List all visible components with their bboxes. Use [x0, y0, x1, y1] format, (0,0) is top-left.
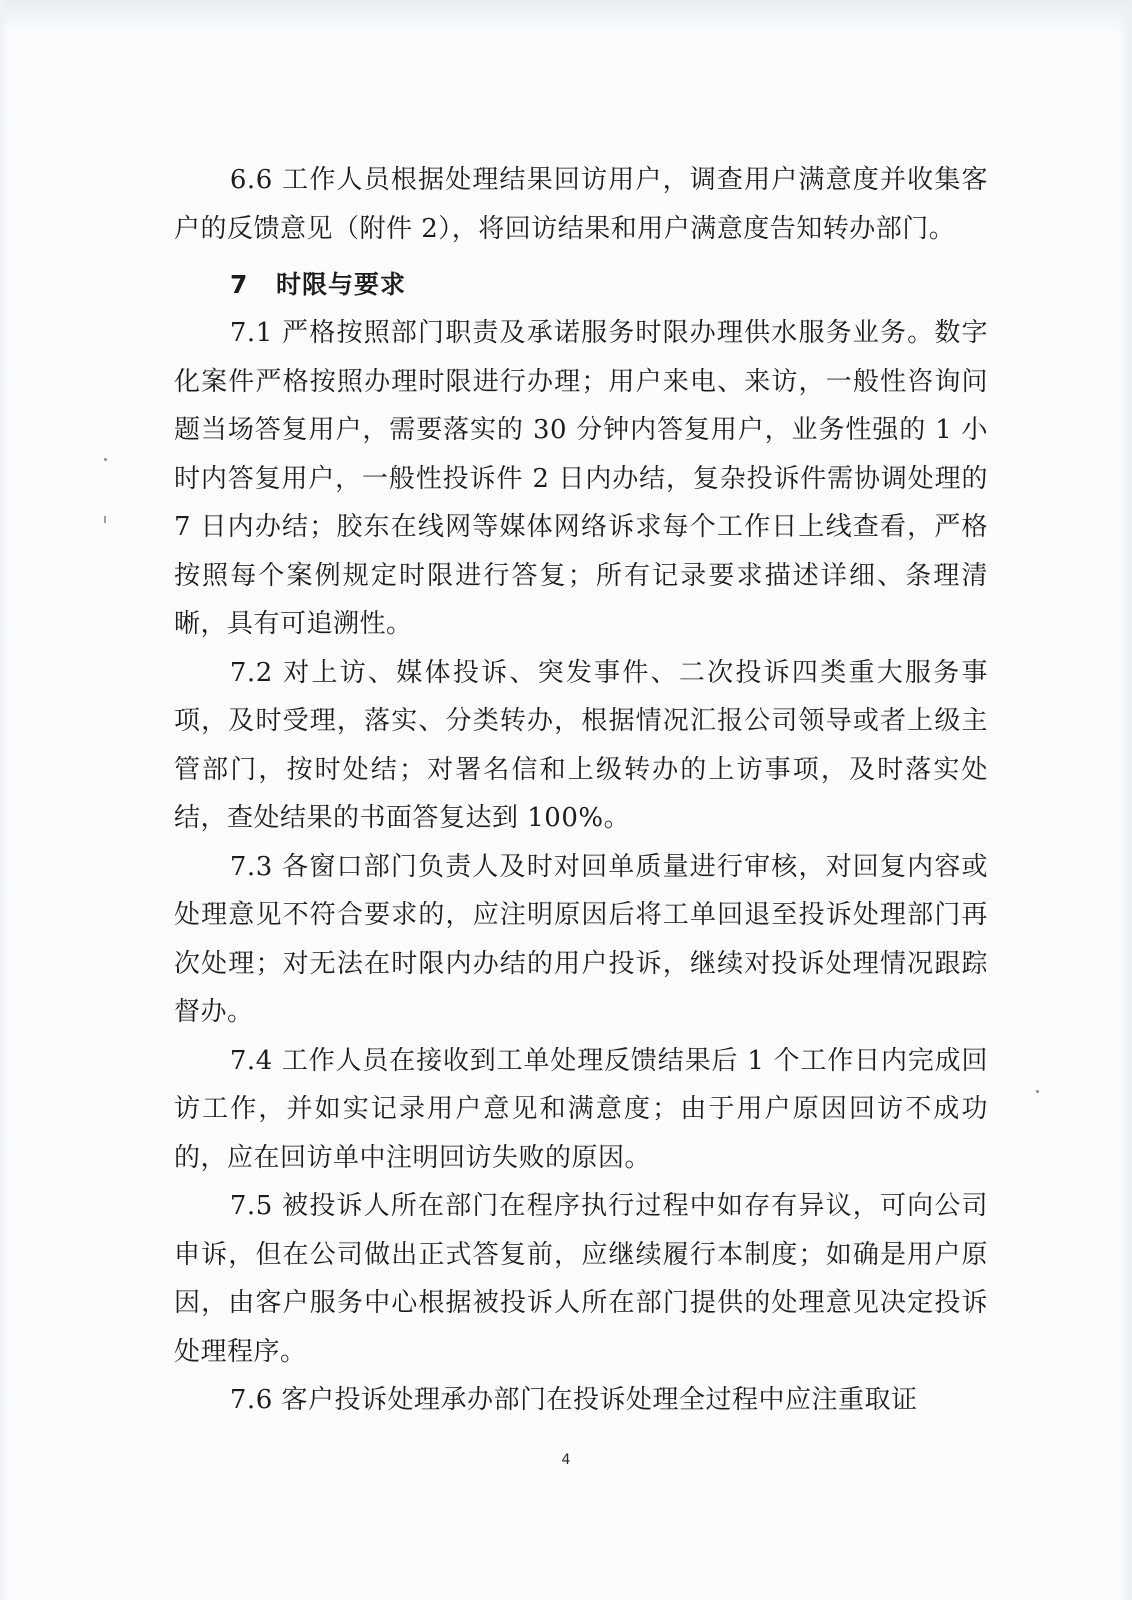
paragraph-7-2: 7.2 对上访、媒体投诉、突发事件、二次投诉四类重大服务事项，及时受理，落实、分类转办，根据情况汇报公司领导或者上级主管部门，按时处结；对署名信和上级转办的上访事项，及时落实处结，查处结果的书面答复达到 100%。	[174, 657, 988, 833]
scan-shadow-top	[0, 0, 1132, 36]
scan-speck	[1036, 1090, 1039, 1093]
section-heading	[174, 261, 988, 309]
section-heading-number: 7	[230, 270, 249, 299]
paragraph-6-6: 6.6 工作人员根据处理结果回访用户，调查用户满意度并收集客户的反馈意见（附件 2），将回访结果和用户满意度告知转办部门。	[174, 165, 988, 244]
section-heading-title: 时限与要求	[276, 270, 407, 299]
scan-shadow-left	[0, 0, 8, 1600]
scan-shadow-right	[1118, 0, 1132, 1600]
scan-speck	[104, 516, 106, 523]
paragraph-7-4: 7.4 工作人员在接收到工单处理反馈结果后 1 个工作日内完成回访工作，并如实记录用户意见和满意度；由于用户原因回访不成功的，应在回访单中注明回访失败的原因。	[174, 1045, 988, 1173]
page-number: 4	[561, 1452, 571, 1468]
document-body	[174, 156, 988, 1425]
paragraph-7-6: 7.6 客户投诉处理承办部门在投诉处理全过程中应注重取证	[229, 1385, 918, 1415]
paragraph-7-5: 7.5 被投诉人所在部门在程序执行过程中如存有异议，可向公司申诉，但在公司做出正式答复前，应继续履行本制度；如确是用户原因，由客户服务中心根据被投诉人所在部门提供的处理意见决定投诉处理程序。	[174, 1191, 988, 1367]
scan-speck	[104, 458, 107, 461]
paragraph-7-1: 7.1 严格按照部门职责及承诺服务时限办理供水服务业务。数字化案件严格按照办理时限进行办理；用户来电、来访，一般性咨询问题当场答复用户，需要落实的 30 分钟内答复用户，业务性强的 1 小时内答复用户，一般性投诉件 2 日内办结，复杂投诉件需协调处理的 7 日内办结；胶东在线网等媒体网络诉求每个工作日上线查看，严格按照每个案例规定时限进行答复；所有记录要求描述详细、条理清晰，具有可追溯性。	[174, 318, 988, 639]
paragraph-7-3: 7.3 各窗口部门负责人及时对回单质量进行审核，对回复内容或处理意见不符合要求的，应注明原因后将工单回退至投诉处理部门再次处理；对无法在时限内办结的用户投诉，继续对投诉处理情况跟踪督办。	[174, 851, 988, 1027]
